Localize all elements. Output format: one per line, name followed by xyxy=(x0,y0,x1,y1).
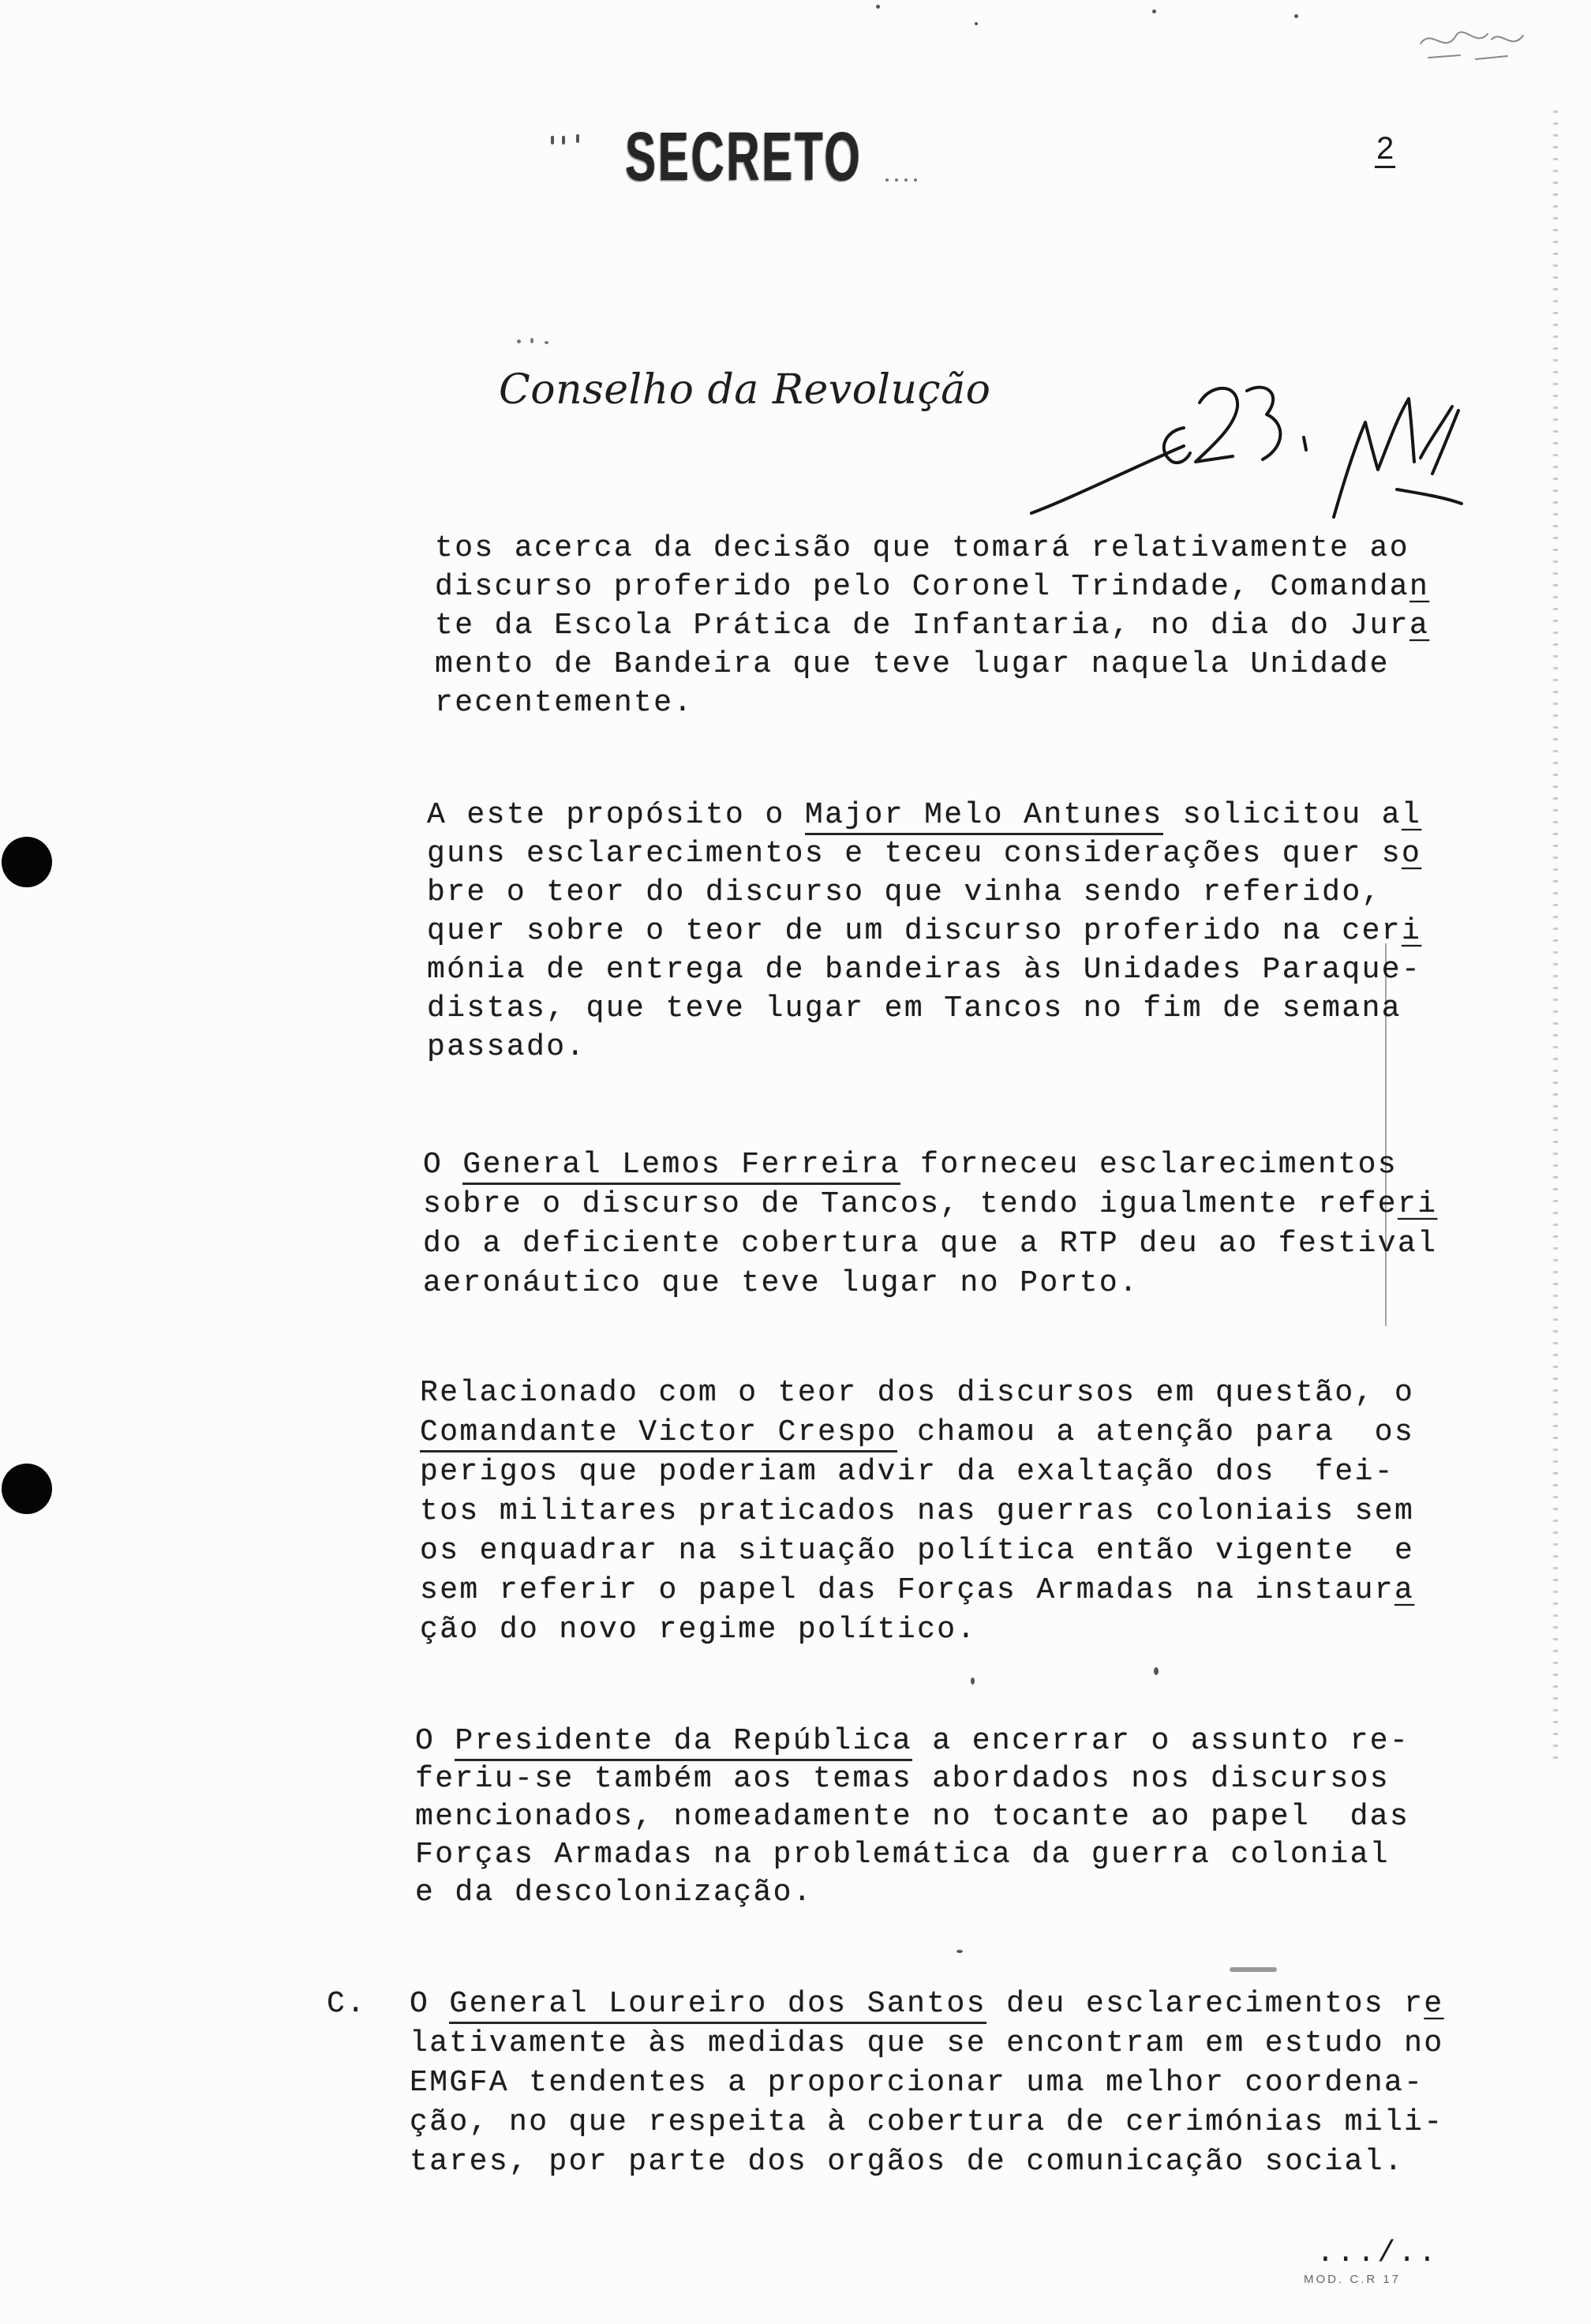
stamp-mark xyxy=(576,134,579,143)
hyphen-marked-text: i xyxy=(1401,914,1422,948)
text-line xyxy=(427,989,1421,1028)
text-line xyxy=(435,684,1429,722)
pen-stroke-a xyxy=(1421,407,1458,474)
text-line xyxy=(415,1874,1409,1912)
text-segment: EMGFA tendentes a proporcionar uma melhor coordena- xyxy=(410,2066,1424,2100)
paragraph-loureiro-dos-santos xyxy=(410,1985,1444,2182)
text-segment: passado. xyxy=(427,1030,586,1064)
text-line xyxy=(427,873,1421,912)
text-segment: sem referir o papel das Forças Armadas na instaur xyxy=(420,1573,1394,1607)
scan-speck xyxy=(1294,14,1298,18)
scan-speck xyxy=(975,22,978,25)
hyphen-marked-text: l xyxy=(1402,798,1422,832)
pen-stroke-hook xyxy=(1164,428,1190,463)
letterhead-title: Conselho da Revolução xyxy=(499,366,991,414)
handwritten-initials xyxy=(1026,371,1499,537)
text-line xyxy=(423,1264,1437,1303)
hyphen-marked-text: o xyxy=(1401,837,1422,871)
text-line xyxy=(420,1571,1414,1610)
text-line xyxy=(420,1492,1414,1531)
scribble-stroke xyxy=(1492,36,1523,41)
scan-speck xyxy=(1152,9,1156,13)
paragraph-coronel-trindade xyxy=(435,529,1429,722)
text-segment: aeronáutico que teve lugar no Porto. xyxy=(423,1266,1140,1300)
text-line xyxy=(423,1185,1437,1224)
scribble-stroke xyxy=(1428,55,1507,59)
paragraph-melo-antunes xyxy=(427,796,1421,1066)
text-line xyxy=(415,1722,1409,1760)
text-line xyxy=(427,834,1421,873)
text-segment: feriu-se também aos temas abordados nos discursos xyxy=(415,1762,1390,1796)
paragraph-lemos-ferreira xyxy=(423,1145,1437,1303)
scan-speck xyxy=(956,1950,963,1953)
text-line xyxy=(420,1374,1414,1413)
text-segment: discurso proferido pelo Coronel Trindade, Comanda xyxy=(435,570,1409,604)
continuation-mark: .../.. xyxy=(1316,2236,1439,2270)
text-segment: perigos que poderiam advir da exaltação dos fei- xyxy=(420,1455,1394,1489)
item-label: C. xyxy=(327,1987,367,2021)
underlined-name: Major Melo Antunes xyxy=(805,798,1163,835)
text-segment: tos militares praticados nas guerras coloniais sem xyxy=(420,1494,1415,1528)
text-segment: ção do novo regime político. xyxy=(420,1613,977,1647)
text-line xyxy=(427,1028,1421,1066)
stamp-mark xyxy=(551,136,554,144)
scan-scribble xyxy=(1413,12,1539,67)
text-segment: quer sobre o teor de um discurso proferido na cer xyxy=(427,914,1402,948)
text-segment: ção, no que respeita à cobertura de cerimónias mili- xyxy=(410,2105,1444,2139)
text-segment: Relacionado com o teor dos discursos em questão, o xyxy=(420,1376,1415,1410)
text-segment: distas, que teve lugar em Tancos no fim de semana xyxy=(427,991,1402,1025)
text-segment: mento de Bandeira que teve lugar naquela Unidade xyxy=(435,647,1390,681)
underlined-name: Comandante Victor Crespo xyxy=(420,1415,897,1452)
text-segment: forneceu esclarecimentos xyxy=(900,1148,1398,1182)
text-line xyxy=(435,606,1429,645)
text-segment: solicitou a xyxy=(1162,798,1402,832)
underlined-name: General Lemos Ferreira xyxy=(462,1148,900,1185)
text-segment: deu esclarecimentos r xyxy=(986,1987,1424,2021)
hyphen-marked-text: e xyxy=(1424,1987,1444,2021)
hyphen-marked-text: a xyxy=(1394,1573,1415,1607)
text-line xyxy=(435,645,1429,684)
pen-stroke-tick xyxy=(1304,437,1306,450)
text-line xyxy=(420,1531,1414,1571)
text-segment: O xyxy=(423,1148,463,1182)
punch-hole-lower xyxy=(2,1464,52,1514)
scan-speck xyxy=(545,341,548,344)
text-line xyxy=(423,1224,1437,1264)
text-line xyxy=(410,2024,1444,2063)
text-line xyxy=(410,2103,1444,2142)
text-line xyxy=(415,1798,1409,1836)
scan-edge-noise xyxy=(1553,111,1558,1768)
text-line xyxy=(427,796,1421,834)
text-segment: mónia de entrega de bandeiras às Unidades Paraque- xyxy=(427,953,1422,987)
text-line xyxy=(410,2142,1444,2182)
text-segment: A este propósito o xyxy=(427,798,805,832)
text-segment: O xyxy=(410,1987,450,2021)
text-line xyxy=(415,1836,1409,1874)
text-segment: Forças Armadas na problemática da guerra colonial xyxy=(415,1838,1390,1872)
underlined-name: Presidente da República xyxy=(455,1724,912,1761)
text-line xyxy=(427,912,1421,950)
scan-speck xyxy=(517,339,521,343)
scan-speck xyxy=(1154,1667,1159,1675)
scan-speck xyxy=(971,1677,975,1685)
paragraph-victor-crespo xyxy=(420,1374,1414,1650)
stamp-mark xyxy=(904,178,908,182)
pen-stroke-diagonal xyxy=(1031,446,1184,513)
text-segment: do a deficiente cobertura que a RTP deu ao festival xyxy=(423,1227,1438,1261)
pen-stroke-m xyxy=(1334,399,1414,517)
text-segment: os enquadrar na situação política então vigente e xyxy=(420,1534,1415,1568)
text-line xyxy=(410,2063,1444,2103)
text-segment: tares, por parte dos orgãos de comunicação social. xyxy=(410,2145,1405,2179)
text-segment: tos acerca da decisão que tomará relativamente ao xyxy=(435,531,1409,565)
scan-speck xyxy=(876,5,880,9)
text-segment: O xyxy=(415,1724,455,1758)
hyphen-marked-text: n xyxy=(1409,570,1430,604)
scan-speck xyxy=(530,338,533,343)
underlined-name: General Loureiro dos Santos xyxy=(449,1987,986,2024)
pen-stroke-underline xyxy=(1397,489,1462,504)
stamp-mark xyxy=(562,136,565,144)
text-line xyxy=(420,1413,1414,1452)
stamp-mark xyxy=(914,178,917,182)
punch-hole-upper xyxy=(2,837,52,887)
text-line xyxy=(435,568,1429,606)
text-segment: e da descolonização. xyxy=(415,1876,814,1910)
paragraph-presidente xyxy=(415,1722,1409,1912)
text-segment: te da Escola Prática de Infantaria, no dia do Jur xyxy=(435,609,1409,643)
text-segment: recentemente. xyxy=(435,686,694,720)
hyphen-marked-text: ri xyxy=(1397,1187,1438,1221)
classification-stamp: SECRETO xyxy=(625,118,863,196)
text-segment: guns esclarecimentos e teceu considerações quer s xyxy=(427,837,1402,871)
hyphen-marked-text: a xyxy=(1409,609,1430,643)
text-segment: sobre o discurso de Tancos, tendo igualmente refe xyxy=(423,1187,1398,1221)
text-line xyxy=(423,1145,1437,1185)
text-line xyxy=(435,529,1429,568)
text-segment: a encerrar o assunto re- xyxy=(912,1724,1410,1758)
page-number: 2 xyxy=(1375,133,1395,168)
scan-speck xyxy=(1230,1967,1277,1972)
text-segment: lativamente às medidas que se encontram em estudo no xyxy=(410,2026,1444,2060)
stamp-mark xyxy=(885,178,889,182)
pen-stroke-three xyxy=(1247,388,1280,459)
text-line xyxy=(415,1760,1409,1798)
text-segment: chamou a atenção para os xyxy=(897,1415,1415,1449)
text-line xyxy=(420,1452,1414,1492)
text-line xyxy=(420,1610,1414,1650)
scribble-stroke xyxy=(1421,32,1488,43)
text-line xyxy=(410,1985,1444,2024)
text-segment: mencionados, nomeadamente no tocante ao papel das xyxy=(415,1800,1410,1834)
stamp-mark xyxy=(895,178,898,182)
text-line xyxy=(427,950,1421,989)
text-segment: bre o teor do discurso que vinha sendo referido, xyxy=(427,875,1382,909)
form-code: MOD. C.R 17 xyxy=(1304,2273,1402,2286)
pen-stroke-two xyxy=(1196,388,1237,462)
